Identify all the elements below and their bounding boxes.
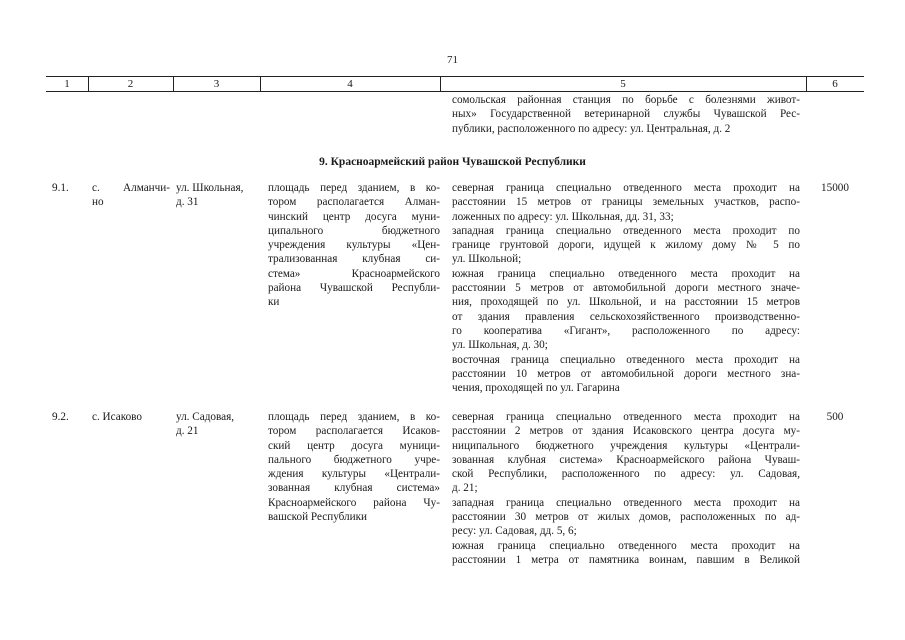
boundaries-cell bbox=[452, 181, 800, 395]
continuation-line: публики, расположенного по адресу: ул. Центральная, д. 2 bbox=[452, 122, 731, 135]
cell-line: ки bbox=[268, 296, 280, 309]
continuation-line: ных» Государственной ветеринарной службы Чувашской Рес- bbox=[452, 108, 800, 121]
address-cell bbox=[176, 181, 260, 210]
area-cell: 15000 bbox=[821, 182, 849, 194]
section-title: 9. Красноармейский район Чувашской Республики bbox=[319, 156, 586, 168]
column-header-3: 3 bbox=[213, 78, 220, 90]
cell-line: расстоянии 1 метра от памятника воинам, павшим в Великой bbox=[452, 553, 800, 566]
cell-line: границе грунтовой дороги, идущей к жилому дому № 5 по bbox=[452, 239, 800, 252]
cell-line: ул. Садовая, bbox=[176, 411, 235, 423]
cell-line: тором располагается Исаков- bbox=[268, 425, 440, 438]
cell-line: площадь перед зданием, в ко- bbox=[268, 411, 440, 423]
cell-line: ципального бюджетного bbox=[268, 224, 440, 237]
boundaries-cell bbox=[452, 410, 800, 567]
cell-line: зованная клубная система» bbox=[268, 482, 440, 495]
cell-line: от здания правления сельскохозяйственного производственно- bbox=[452, 310, 800, 323]
cell-line: ресу: ул. Садовая, дд. 5, 6; bbox=[452, 525, 577, 538]
cell-line: площадь перед зданием, в ко- bbox=[268, 182, 440, 194]
cell-line: д. 21 bbox=[176, 425, 199, 438]
cell-line: вашской Республики bbox=[268, 511, 368, 524]
cell-line: ской Республики, расположенного по адресу: ул. Садовая, bbox=[452, 468, 800, 481]
column-header-2: 2 bbox=[127, 78, 134, 90]
column-header-5: 5 bbox=[620, 78, 626, 90]
cell-line: южная граница специально отведенного места проходит на bbox=[452, 539, 800, 552]
cell-line: ниципального бюджетного учреждения культуры «Централи- bbox=[452, 439, 800, 452]
cell-line: пального бюджетного учре- bbox=[268, 453, 440, 466]
cell-line: западная граница специально отведенного места проходит на bbox=[452, 496, 800, 509]
cell-line: расстоянии 5 метров от автомобильной дороги местного значе- bbox=[452, 282, 800, 295]
cell-line: ложенных по адресу: ул. Школьная, дд. 31, 33; bbox=[452, 210, 674, 223]
cell-line: ский центр досуга муници- bbox=[268, 439, 440, 452]
cell-line: зованная клубная система» Красноармейского района Чуваш- bbox=[452, 453, 800, 466]
settlement-cell bbox=[92, 181, 170, 210]
cell-line: стема» Красноармейского bbox=[268, 267, 440, 280]
cell-line: но bbox=[92, 196, 104, 209]
page-number: 71 bbox=[447, 54, 458, 66]
continuation-line: сомольская районная станция по борьбе с болезнями живот- bbox=[452, 94, 800, 106]
cell-line: восточная граница специально отведенного места проходит на bbox=[452, 353, 800, 366]
cell-line: расстоянии 2 метров от здания Исаковского центра досуга му- bbox=[452, 425, 800, 438]
cell-line: расстоянии 15 метров от границы земельных участков, распо- bbox=[452, 196, 800, 209]
cell-line: северная граница специально отведенного места проходит на bbox=[452, 182, 800, 194]
cell-line: ул. Школьная, д. 30; bbox=[452, 339, 548, 352]
cell-line: расстоянии 10 метров от автомобильной дороги местного зна- bbox=[452, 367, 800, 380]
cell-line: северная граница специально отведенного места проходит на bbox=[452, 411, 800, 423]
cell-line: д. 21; bbox=[452, 482, 478, 495]
cell-line: расстоянии 30 метров от жилых домов, расположенных по ад- bbox=[452, 511, 800, 524]
cell-line: д. 31 bbox=[176, 196, 199, 209]
row-number: 9.1. bbox=[52, 182, 69, 194]
cell-line: ждения культуры «Централи- bbox=[268, 468, 440, 481]
settlement-cell bbox=[92, 410, 170, 424]
cell-line: ния, проходящей по ул. Школьной, и на расстоянии 15 метров bbox=[452, 296, 800, 309]
area-cell: 500 bbox=[826, 411, 844, 423]
cell-line: го кооператива «Гигант», расположенного по адресу: bbox=[452, 324, 800, 337]
cell-line: чинский центр досуга муни- bbox=[268, 210, 440, 223]
column-header-1: 1 bbox=[64, 78, 70, 90]
cell-line: ул. Школьной; bbox=[452, 253, 522, 266]
row-number: 9.2. bbox=[52, 411, 69, 423]
table-header-row bbox=[46, 76, 864, 92]
cell-line: района Чувашской Республи- bbox=[268, 282, 440, 295]
cell-line: тором располагается Алман- bbox=[268, 196, 440, 209]
place-cell bbox=[268, 181, 440, 310]
cell-line: с. Алманчи- bbox=[92, 182, 170, 194]
cell-line: чения, проходящей по ул. Гагарина bbox=[452, 382, 620, 395]
cell-line: ул. Школьная, bbox=[176, 182, 244, 194]
address-cell bbox=[176, 410, 260, 439]
cell-line: Красноармейского района Чу- bbox=[268, 496, 440, 509]
cell-line: южная граница специально отведенного места проходит на bbox=[452, 267, 800, 280]
column-header-4: 4 bbox=[347, 78, 353, 90]
cell-line: учреждения культуры «Цен- bbox=[268, 239, 440, 252]
cell-line: трализованная клубная си- bbox=[268, 253, 440, 266]
column-header-6: 6 bbox=[832, 78, 838, 90]
place-cell bbox=[268, 410, 440, 524]
cell-line: с. Исаково bbox=[92, 411, 142, 423]
cell-line: западная граница специально отведенного места проходит по bbox=[452, 224, 800, 237]
continuation-text bbox=[452, 93, 800, 136]
